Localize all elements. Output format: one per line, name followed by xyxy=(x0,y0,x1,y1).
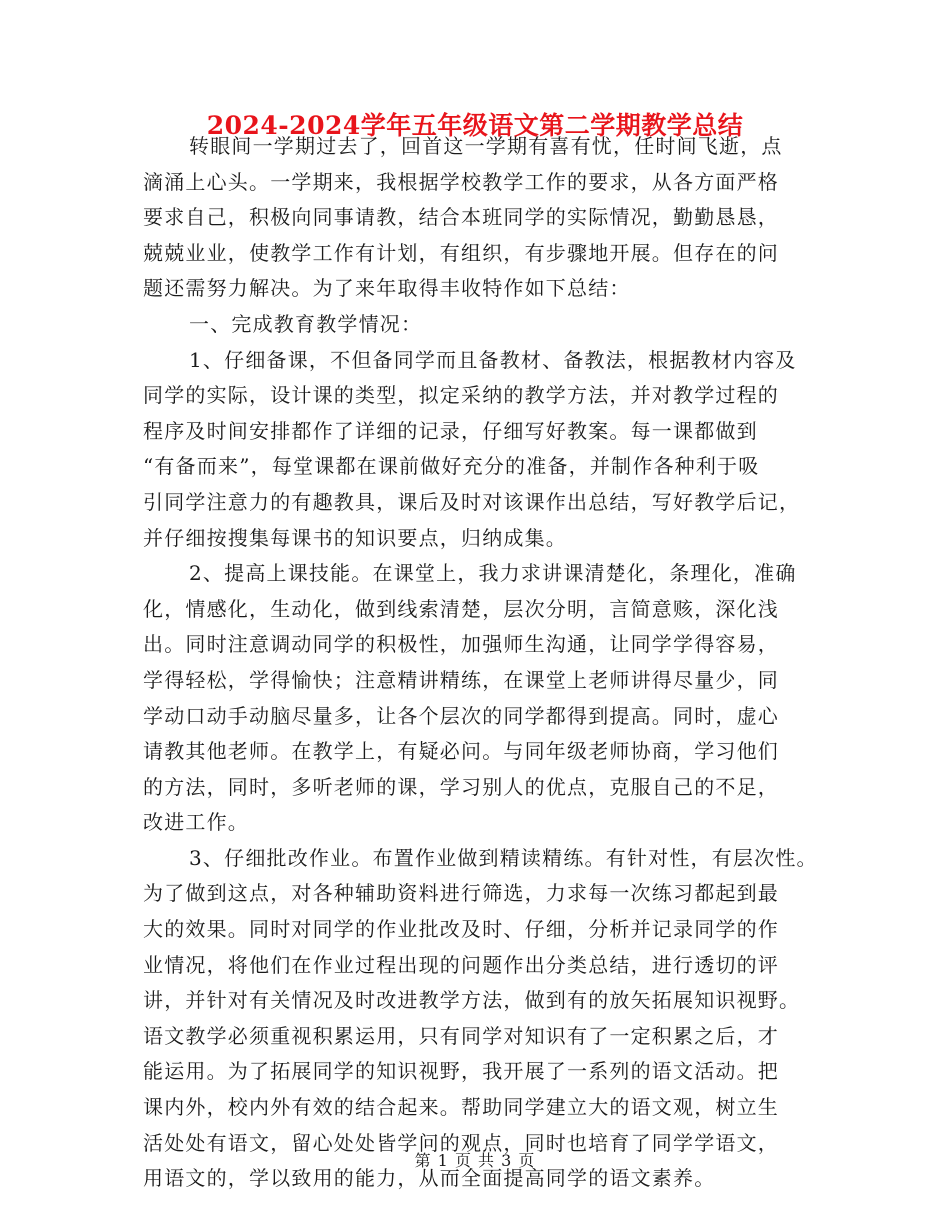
text-line: 化，情感化，生动化，做到线索清楚，层次分明，言简意赅，深化浅 xyxy=(143,596,779,621)
document-body xyxy=(143,129,843,1197)
text-line: 3、仔细批改作业。布置作业做到精读精练。有针对性，有层次性。 xyxy=(189,845,818,870)
document-title: 2024-2024学年五年级语文第二学期教学总结 xyxy=(206,111,744,140)
text-line: 兢兢业业，使教学工作有计划，有组织，有步骤地开展。但存在的问 xyxy=(143,240,779,265)
text-line: 的方法，同时，多听老师的课，学习别人的优点，克服自己的不足， xyxy=(143,774,779,799)
text-line: 请教其他老师。在教学上，有疑必问。与同年级老师协商，学习他们 xyxy=(143,739,779,764)
text-line: 2、提高上课技能。在课堂上，我力求讲课清楚化，条理化，准确 xyxy=(189,561,797,586)
text-line: 要求自己，积极向同事请教，结合本班同学的实际情况，勤勤恳恳， xyxy=(143,205,779,230)
text-line: 题还需努力解决。为了来年取得丰收特作如下总结： xyxy=(143,276,631,301)
text-line: 大的效果。同时对同学的作业批改及时、仔细，分析并记录同学的作 xyxy=(143,917,779,942)
text-line: 引同学注意力的有趣教具，课后及时对该课作出总结，写好教学后记， xyxy=(143,489,801,514)
text-line: 活处处有语文，留心处处皆学问的观点，同时也培育了同学学语文， xyxy=(143,1130,779,1155)
page-footer: 第 1 页 共 3 页 xyxy=(414,1151,536,1170)
text-line: 学动口动手动脑尽量多，让各个层次的同学都得到提高。同时，虚心 xyxy=(143,703,779,728)
text-line: 一、完成教育教学情况： xyxy=(189,311,423,336)
text-line: 讲，并针对有关情况及时改进教学方法，做到有的放矢拓展知识视野。 xyxy=(143,988,801,1013)
text-line: 用语文的，学以致用的能力，从而全面提高同学的语文素养。 xyxy=(143,1166,716,1191)
text-line: 并仔细按搜集每课书的知识要点，归纳成集。 xyxy=(143,525,567,550)
text-line: 能运用。为了拓展同学的知识视野，我开展了一系列的语文活动。把 xyxy=(143,1059,779,1084)
text-line: 业情况，将他们在作业过程出现的问题作出分类总结，进行透切的评 xyxy=(143,952,779,977)
text-line: 同学的实际，设计课的类型，拟定采纳的教学方法，并对教学过程的 xyxy=(143,383,779,408)
text-line: 滴涌上心头。一学期来，我根据学校教学工作的要求，从各方面严格 xyxy=(143,169,779,194)
text-line: 出。同时注意调动同学的积极性，加强师生沟通，让同学学得容易， xyxy=(143,632,779,657)
text-line: 1、仔细备课，不但备同学而且备教材、备教法，根据教材内容及 xyxy=(189,347,797,372)
text-line: “有备而来”，每堂课都在课前做好充分的准备，并制作各种利于吸 xyxy=(143,454,760,479)
text-line: 课内外，校内外有效的结合起来。帮助同学建立大的语文观，树立生 xyxy=(143,1095,779,1120)
text-line: 程序及时间安排都作了详细的记录，仔细写好教案。每一课都做到 xyxy=(143,418,758,443)
text-line: 语文教学必须重视积累运用，只有同学对知识有了一定积累之后，才 xyxy=(143,1023,779,1048)
text-line: 为了做到这点，对各种辅助资料进行筛选，力求每一次练习都起到最 xyxy=(143,881,779,906)
text-line: 转眼间一学期过去了，回首这一学期有喜有忧，任时间飞逝，点 xyxy=(189,134,783,158)
text-line: 学得轻松，学得愉快；注意精讲精练，在课堂上老师讲得尽量少，同 xyxy=(143,667,779,692)
text-line: 改进工作。 xyxy=(143,810,249,835)
